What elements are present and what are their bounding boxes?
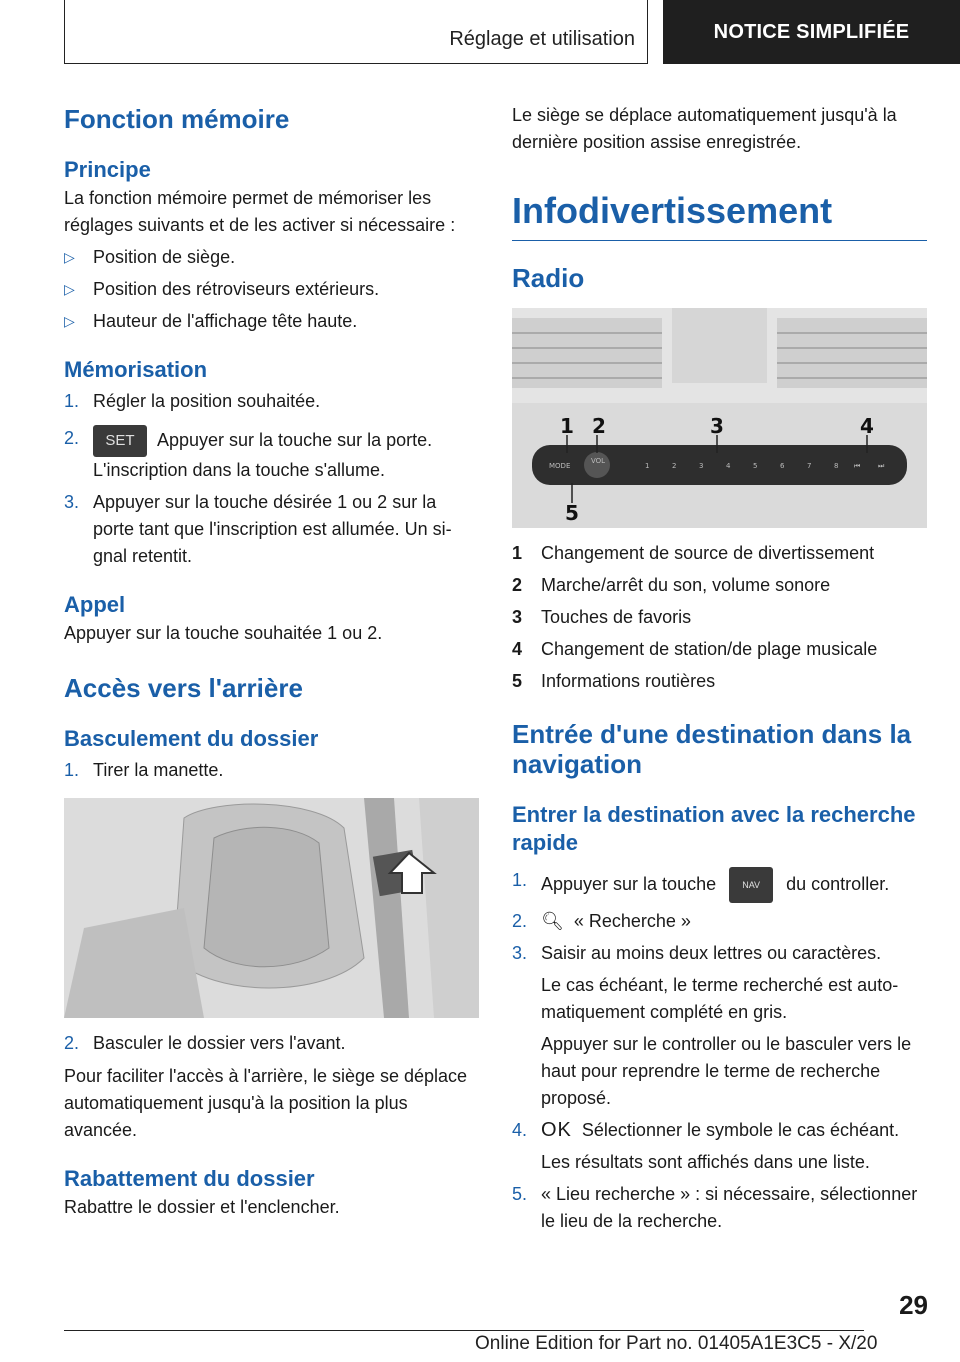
step-subtext: Les résultats sont affichés dans une liste.: [541, 1152, 870, 1172]
step-subtext: Le cas échéant, le terme recherché est automatiquement complété en gris.: [541, 975, 899, 1022]
heading-appel: Appel: [64, 592, 126, 617]
heading-memorisation: Mémorisation: [64, 357, 208, 382]
step-item: 2. Basculer le dossier vers l'avant.: [64, 1033, 346, 1053]
step-item: 1. Appuyer sur la touche NAV du controller.: [512, 867, 927, 903]
svg-text:⏭: ⏭: [878, 462, 885, 470]
radio-vol-label: VOL: [591, 457, 606, 465]
footer-divider: [64, 1330, 864, 1331]
preset-label: 7: [807, 462, 812, 470]
header-box: [64, 0, 648, 64]
page-number: 29: [899, 1290, 928, 1320]
acces-text: Pour faciliter l'accès à l'arrière, le siège se déplace automatiquement jusqu'à la position la plus avancée.: [64, 1066, 468, 1140]
step-item: 4. OK Sélectionner le symbole le cas échéant.: [512, 1119, 900, 1141]
step-item: 2. SET Appuyer sur la touche sur la porte. L'inscription dans la touche s'allume.: [64, 425, 479, 484]
step-item: 3. Saisir au moins deux lettres ou caractères.: [512, 943, 882, 963]
header-tab: NOTICE SIMPLIFIÉE: [663, 0, 960, 64]
radio-panel-image: [512, 308, 927, 528]
preset-label: 2: [672, 462, 677, 470]
radio-legend: [512, 540, 927, 695]
callout-label: 5: [565, 501, 579, 525]
step-item: 1. Tirer la manette.: [64, 760, 224, 780]
legend-item: 1 Changement de source de divertissement: [512, 543, 875, 563]
step-item: 2. 🔍︎ « Recherche »: [512, 911, 691, 931]
list-item: ▷ Position des rétroviseurs extérieurs.: [64, 276, 479, 303]
preset-label: 4: [726, 462, 731, 470]
seat-image: [64, 798, 479, 1018]
preset-label: 8: [834, 462, 839, 470]
ok-icon: OK: [541, 1119, 572, 1141]
legend-item: 3 Touches de favoris: [512, 607, 692, 627]
callout-label: 1: [560, 414, 574, 438]
section-title-navigation: Entrée d'une destination dans la navigation: [512, 719, 912, 779]
callout-label: 4: [860, 414, 874, 438]
preset-label: 1: [645, 462, 650, 470]
right-column: [512, 100, 927, 1235]
appel-text: Appuyer sur la touche souhaitée 1 ou 2.: [64, 623, 383, 643]
step-item: 5. « Lieu recherche » : si nécessaire, sélectionner le lieu de la recherche.: [512, 1184, 918, 1231]
preset-label: 5: [753, 462, 758, 470]
preset-label: 3: [699, 462, 704, 470]
callout-label: 3: [710, 414, 724, 438]
section-title-infodivertissement: Infodivertissement: [512, 190, 927, 241]
callout-label: 2: [592, 414, 606, 438]
principe-text: La fonction mémoire permet de mémoriser les réglages suivants et de les activer si nécessaire :: [64, 188, 456, 235]
legend-item: 2 Marche/arrêt du son, volume sonore: [512, 575, 831, 595]
set-key-icon: SET: [93, 425, 147, 457]
preset-label: 6: [780, 462, 785, 470]
search-icon: 🔍︎: [541, 911, 564, 931]
heading-recherche-rapide: Entrer la destination avec la recherche rapide: [512, 802, 916, 855]
radio-mode-label: MODE: [549, 462, 571, 470]
heading-basculement: Basculement du dossier: [64, 726, 319, 751]
step-item: 1. Régler la position souhaitée.: [64, 391, 321, 411]
section-title-memory: Fonction mémoire: [64, 104, 290, 134]
list-item: ▷ Position de siège.: [64, 244, 479, 271]
rabattement-text: Rabattre le dossier et l'enclencher.: [64, 1197, 340, 1217]
header-section-title: Réglage et utilisation: [449, 28, 635, 50]
list-item: ▷ Hauteur de l'affichage tête haute.: [64, 308, 479, 335]
heading-principe: Principe: [64, 157, 151, 182]
footer-edition: Online Edition for Part no. 01405A1E3C5 - X/20: [475, 1333, 878, 1354]
left-column: [64, 100, 479, 1221]
triangle-bullet-icon: ▷: [64, 281, 75, 297]
step-subtext: Appuyer sur le controller ou le basculer vers le haut pour reprendre le terme de recherche proposé.: [541, 1034, 912, 1108]
nav-key-icon: NAV: [729, 867, 773, 903]
triangle-bullet-icon: ▷: [64, 249, 75, 265]
triangle-bullet-icon: ▷: [64, 313, 75, 329]
step-item: 3. Appuyer sur la touche désirée 1 ou 2 sur la porte tant que l'inscription est allumée. Un signal retentit.: [64, 492, 452, 566]
heading-radio: Radio: [512, 263, 585, 293]
section-title-acces: Accès vers l'arrière: [64, 673, 303, 703]
svg-text:⏮: ⏮: [854, 462, 861, 470]
heading-rabattement: Rabattement du dossier: [64, 1166, 315, 1191]
intro-text: Le siège se déplace automatiquement jusqu'à la dernière position assise enregistrée.: [512, 105, 897, 152]
seat-illustration: [64, 798, 479, 1018]
legend-item: 5 Informations routières: [512, 671, 716, 691]
legend-item: 4 Changement de station/de plage musicale: [512, 639, 878, 659]
radio-panel-illustration: [512, 308, 927, 528]
